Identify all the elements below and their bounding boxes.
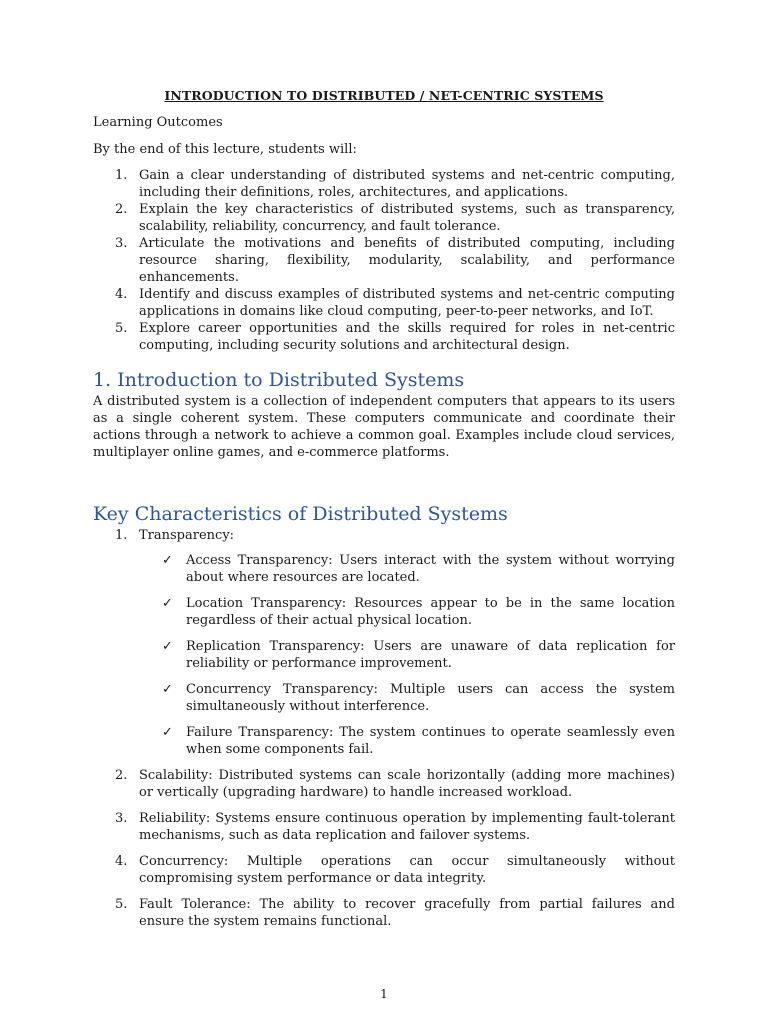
checkmark-icon: ✓ bbox=[162, 682, 173, 697]
list-item: ✓ Location Transparency: Resources appear to be in the same location regardless of their actual physical location. bbox=[162, 596, 675, 628]
transparency-list bbox=[139, 552, 675, 758]
characteristics-list bbox=[93, 527, 675, 939]
checkmark-icon: ✓ bbox=[162, 639, 173, 654]
section-1-body: A distributed system is a collection of independent computers that appears to its users as a single coherent system. These computers communicate and coordinate their actions through a network to achieve a common goal. Examples include cloud services, multiplayer online games, and e-commerce platforms. bbox=[93, 394, 675, 460]
intro-line: By the end of this lecture, students will: bbox=[93, 142, 357, 157]
checkmark-icon: ✓ bbox=[162, 553, 173, 568]
list-item: 2. Scalability: Distributed systems can scale horizontally (adding more machines) or vertically (upgrading hardware) to handle increased workload. bbox=[115, 768, 675, 800]
list-item: 3. Articulate the motivations and benefits of distributed computing, including resource sharing, flexibility, modularity, scalability, and performance enhancements. bbox=[115, 236, 675, 285]
list-item: 1. Gain a clear understanding of distributed systems and net-centric computing, including their definitions, roles, architectures, and applications. bbox=[115, 168, 675, 200]
list-item: 1. Transparency: ✓ Access Transparency: Users interact with the system without worrying about where resources are located. ✓ Location Transparency: Resources appear to be in the same location regardless of their actual physical location. ✓ Replication Transparency: Users are unaware of data replication for reliability or performance improvement. ✓ Concurrency Transparency: Multiple users can access the system simultaneously without interference. ✓ Failure Transparency: The system continues to operate seamlessly even when some components fail. bbox=[115, 528, 675, 757]
list-item: ✓ Replication Transparency: Users are unaware of data replication for reliability or performance improvement. bbox=[162, 639, 675, 671]
learning-outcomes-label: Learning Outcomes bbox=[93, 115, 223, 130]
list-item: 5. Explore career opportunities and the skills required for roles in net-centric computing, including security solutions and architectural design. bbox=[115, 321, 675, 353]
list-item: 3. Reliability: Systems ensure continuous operation by implementing fault-tolerant mechanisms, such as data replication and failover systems. bbox=[115, 811, 675, 843]
list-item: ✓ Concurrency Transparency: Multiple users can access the system simultaneously without interference. bbox=[162, 682, 675, 714]
checkmark-icon: ✓ bbox=[162, 596, 173, 611]
section-2-heading: Key Characteristics of Distributed Systems bbox=[93, 503, 508, 525]
document-title: INTRODUCTION TO DISTRIBUTED / NET-CENTRIC SYSTEMS bbox=[164, 88, 604, 103]
list-item: 4. Identify and discuss examples of distributed systems and net-centric computing applications in domains like cloud computing, peer-to-peer networks, and IoT. bbox=[115, 287, 675, 319]
page-number: 1 bbox=[380, 987, 388, 1001]
list-item: ✓ Access Transparency: Users interact with the system without worrying about where resources are located. bbox=[162, 553, 675, 585]
list-item: ✓ Failure Transparency: The system continues to operate seamlessly even when some components fail. bbox=[162, 725, 675, 757]
learning-outcomes-list bbox=[93, 167, 675, 354]
list-item: 5. Fault Tolerance: The ability to recover gracefully from partial failures and ensure the system remains functional. bbox=[115, 897, 675, 929]
list-item: 4. Concurrency: Multiple operations can occur simultaneously without compromising system performance or data integrity. bbox=[115, 854, 675, 886]
section-1-heading: 1. Introduction to Distributed Systems bbox=[93, 369, 465, 391]
list-item: 2. Explain the key characteristics of distributed systems, such as transparency, scalability, reliability, concurrency, and fault tolerance. bbox=[115, 202, 675, 234]
checkmark-icon: ✓ bbox=[162, 725, 173, 740]
